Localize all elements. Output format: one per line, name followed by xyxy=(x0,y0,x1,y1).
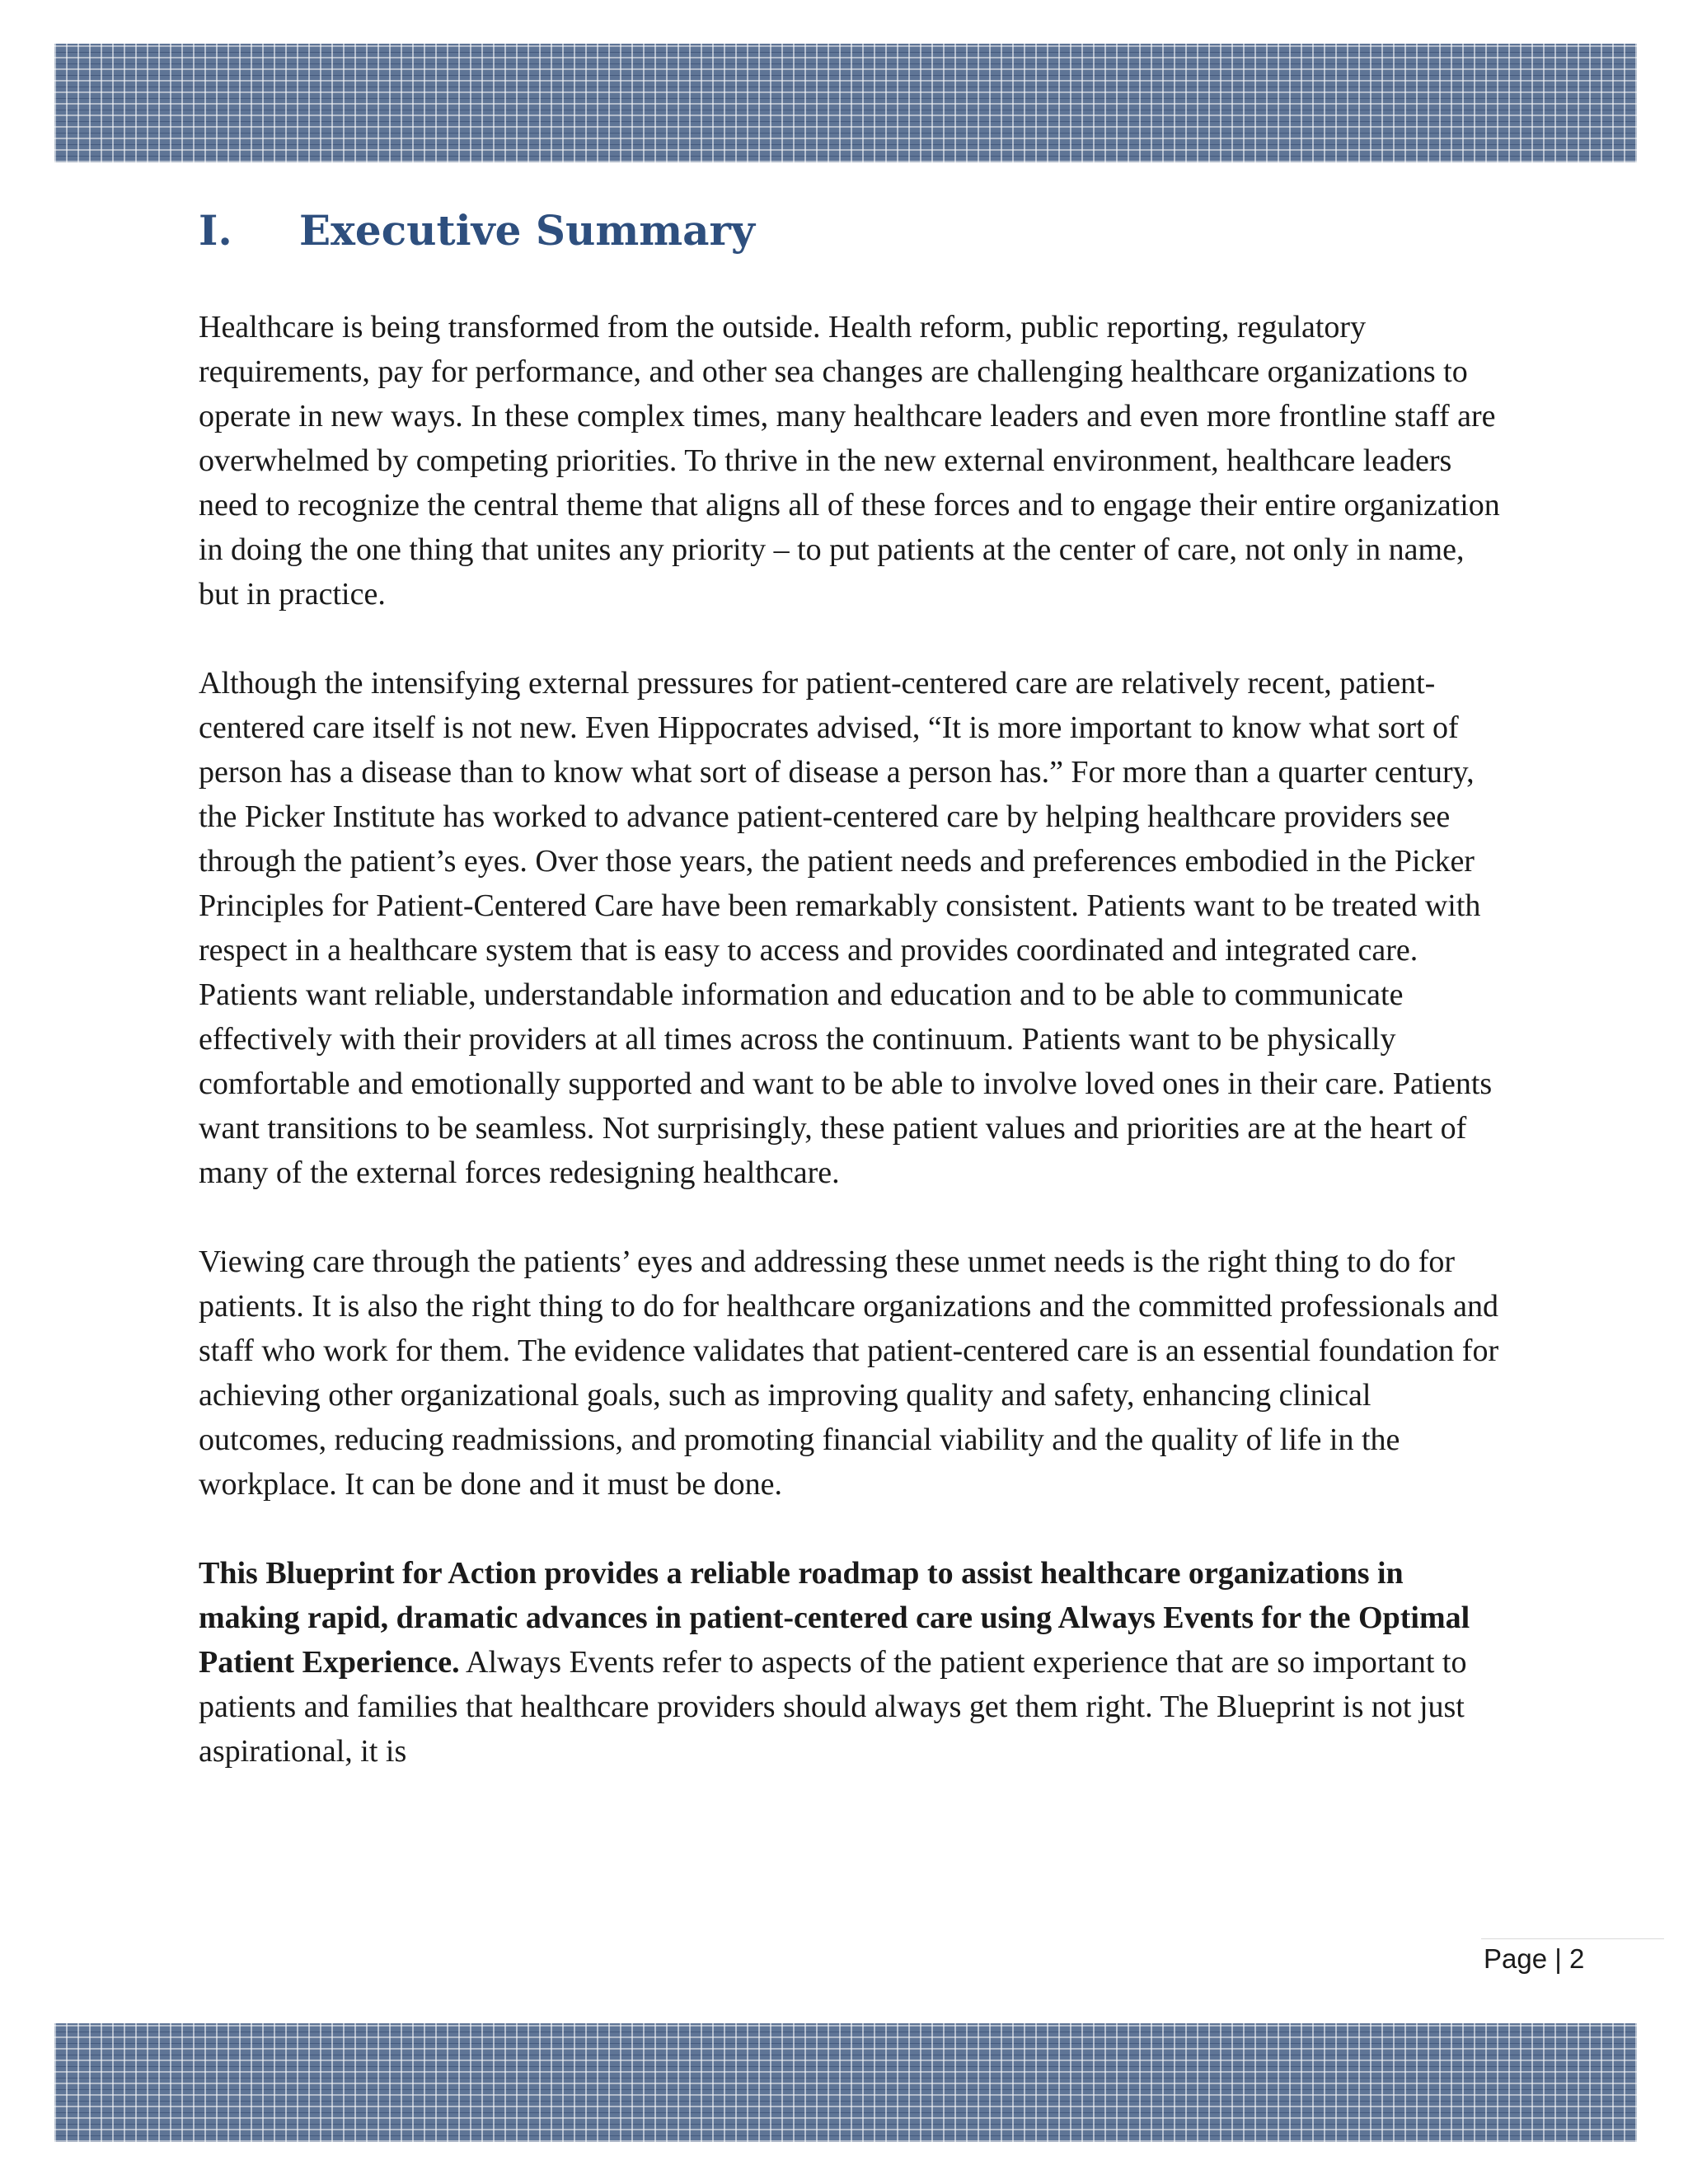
paragraph-history: Although the intensifying external pressures for patient-centered care are relatively recent, patient-centered care itself is not new. Even Hippocrates advised, “It is more important to know what sort of person has a disease than to know what sort of disease a person has.” For more than a quarter century, the Picker Institute has worked to advance patient-centered care by helping healthcare providers see through the patient’s eyes. Over those years, the patient needs and preferences embodied in the Picker Principles for Patient-Centered Care have been remarkably consistent. Patients want to be treated with respect in a healthcare system that is easy to access and provides coordinated and integrated care. Patients want reliable, understandable information and education and to be able to communicate effectively with their providers at all times across the continuum. Patients want to be physically comfortable and emotionally supported and want to be able to involve loved ones in their care. Patients want transitions to be seamless. Not surprisingly, these patient values and priorities are at the heart of many of the external forces redesigning healthcare. xyxy=(199,666,1493,1190)
section-title: Executive Summary xyxy=(299,206,755,255)
page-number: Page | 2 xyxy=(1484,1943,1585,1974)
paragraph-intro: Healthcare is being transformed from the outside. Health reform, public reporting, regulatory requirements, pay for performance, and other sea changes are challenging healthcare organizations to operate in new ways. In these complex times, many healthcare leaders and even more frontline staff are overwhelmed by competing priorities. To thrive in the new external environment, healthcare leaders need to recognize the central theme that aligns all of these forces and to engage their entire organization in doing the one thing that unites any priority – to put patients at the center of care, not only in name, but in practice. xyxy=(199,310,1500,612)
footer-divider xyxy=(1481,1938,1664,1939)
header-pattern-band xyxy=(54,44,1637,162)
paragraph-evidence: Viewing care through the patients’ eyes and addressing these unmet needs is the right thing to do for patients. It is also the right thing to do for healthcare organizations and the committed professionals and staff who work for them. The evidence validates that patient-centered care is an essential foundation for achieving other organizational goals, such as improving quality and safety, enhancing clinical outcomes, reducing readmissions, and promoting financial viability and the quality of life in the workplace. It can be done and it must be done. xyxy=(199,1244,1499,1502)
document-body xyxy=(199,206,1501,1818)
blueprint-bold-lead: This Blueprint for Action provides a reliable roadmap to assist healthcare organizations in making rapid, dramatic advances in patient-centered care using Always Events for the Optimal Patient Experience. xyxy=(199,1556,1470,1680)
paragraph-blueprint xyxy=(199,1551,1501,1774)
section-heading xyxy=(199,206,1501,272)
section-number: I. xyxy=(199,206,232,255)
blueprint-continuation: Always Events refer to aspects of the patient experience that are so important to patients and families that healthcare providers should always get them right. The Blueprint is not just aspirational, it is xyxy=(199,1645,1467,1769)
footer-pattern-band xyxy=(54,2023,1637,2142)
